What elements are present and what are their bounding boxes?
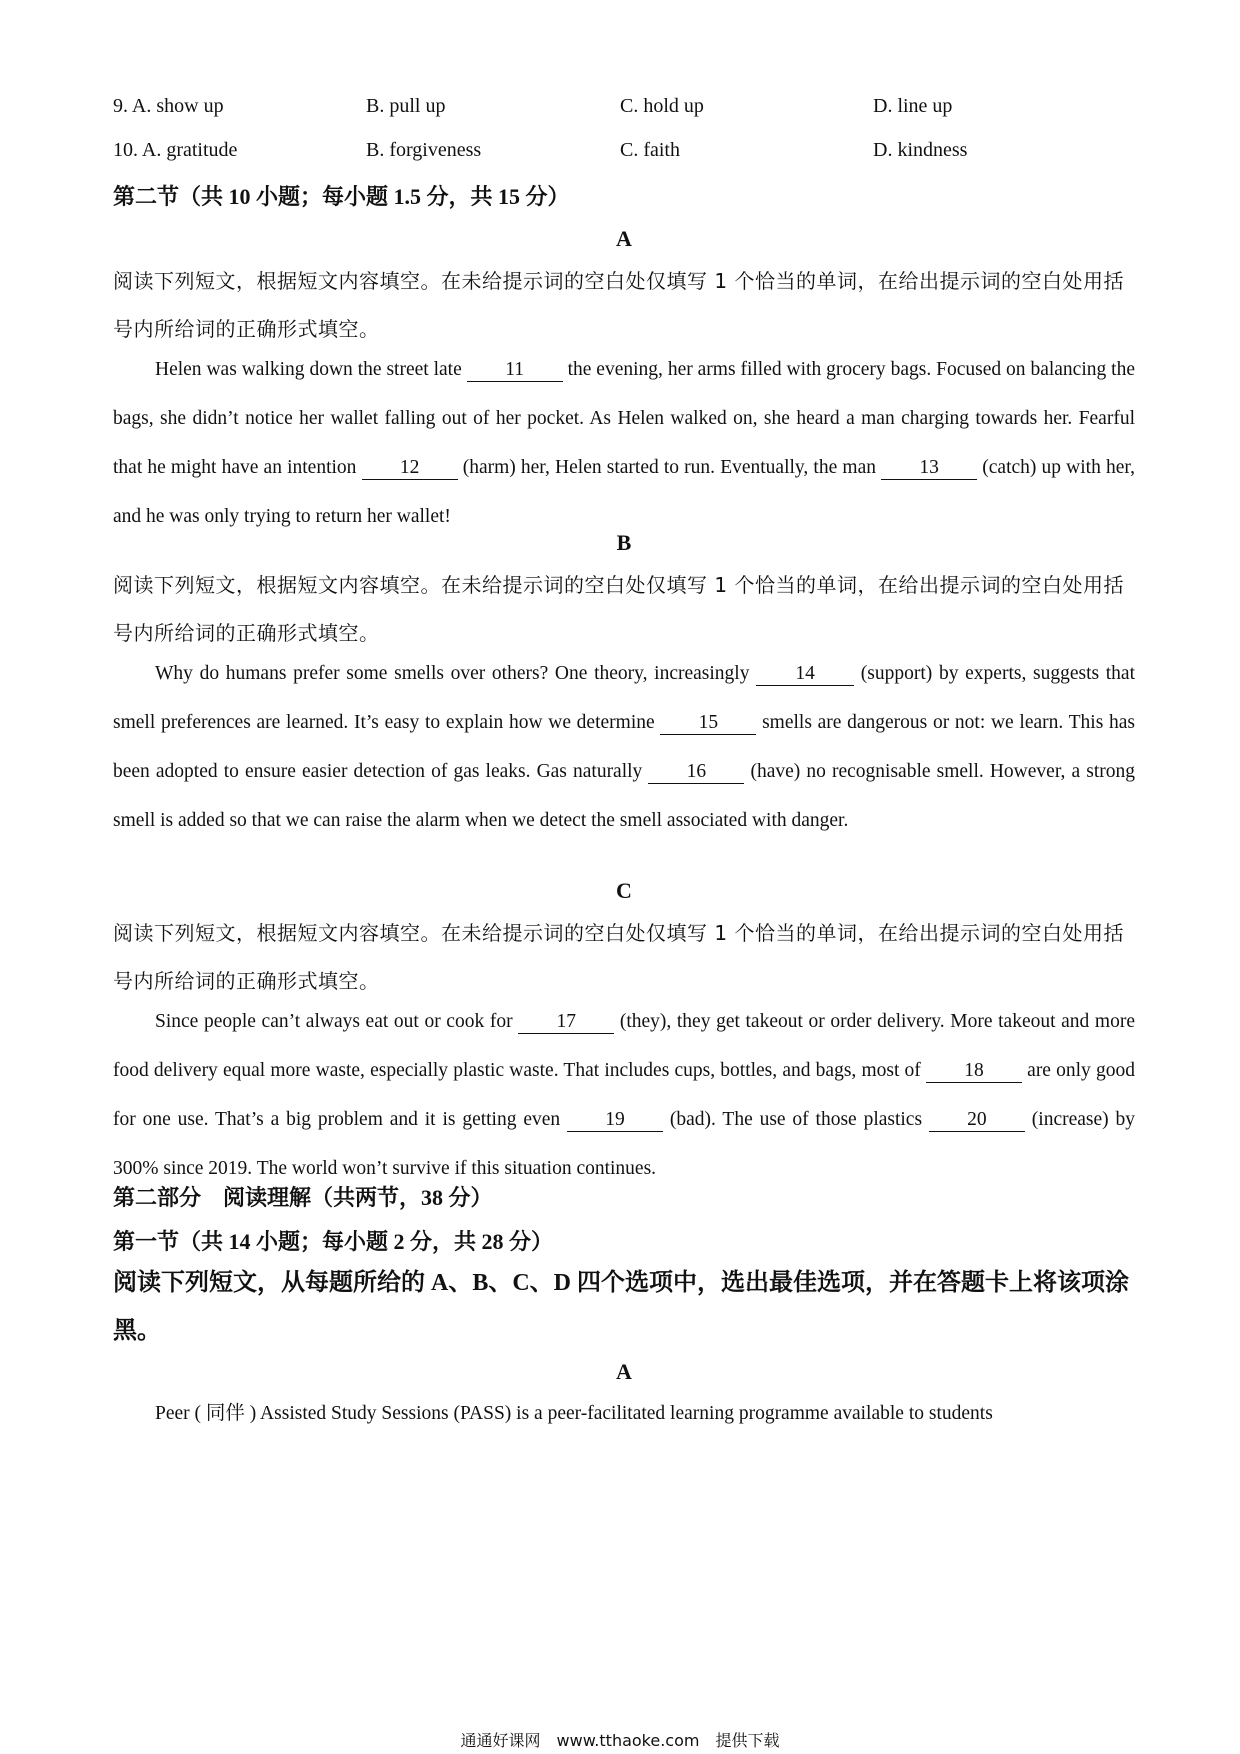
options-row-9 xyxy=(113,95,1135,125)
reading-a-label: A xyxy=(616,1359,632,1384)
reading-instruction: 阅读下列短文，从每题所给的 A、B、C、D 四个选项中，选出最佳选项，并在答题卡上将该项涂黑。 xyxy=(113,1270,1130,1344)
part2-heading: 第二部分 阅读理解（共两节，38 分） xyxy=(113,1185,493,1210)
instruction-a: 阅读下列短文，根据短文内容填空。在未给提示词的空白处仅填写 1 个恰当的单词，在给出提示词的空白处用括号内所给词的正确形式填空。 xyxy=(113,269,1124,341)
instruction-b: 阅读下列短文，根据短文内容填空。在未给提示词的空白处仅填写 1 个恰当的单词，在给出提示词的空白处用括号内所给词的正确形式填空。 xyxy=(113,573,1124,645)
blank-14[interactable]: 14 xyxy=(756,663,854,686)
passage-a-label: A xyxy=(616,226,632,251)
blank-19[interactable]: 19 xyxy=(567,1109,663,1132)
blank-13[interactable]: 13 xyxy=(881,457,977,480)
blank-15[interactable]: 15 xyxy=(660,712,756,735)
option-9b: B. pull up xyxy=(366,95,446,117)
options-row-10 xyxy=(113,139,1135,169)
instruction-c: 阅读下列短文，根据短文内容填空。在未给提示词的空白处仅填写 1 个恰当的单词，在给出提示词的空白处用括号内所给词的正确形式填空。 xyxy=(113,921,1124,993)
footer-watermark: 通通好课网 www.tthaoke.com 提供下载 xyxy=(460,1731,780,1750)
blank-17[interactable]: 17 xyxy=(518,1011,614,1034)
option-10c: C. faith xyxy=(620,139,680,161)
blank-11[interactable]: 11 xyxy=(467,359,563,382)
section2-heading: 第二节（共 10 小题；每小题 1.5 分，共 15 分） xyxy=(113,184,570,209)
reading-a-text: Peer ( 同伴 ) Assisted Study Sessions (PASS) is a peer-facilitated learning programme available to students xyxy=(155,1403,993,1424)
option-9a: 9. A. show up xyxy=(113,95,224,117)
option-10d: D. kindness xyxy=(873,139,968,161)
passage-b-label: B xyxy=(616,530,632,555)
passage-c: Since people can’t always eat out or cook for 17 (they), they get takeout or order delivery. More takeout and more food delivery equal more waste, especially plastic waste. That includes cups, bottles, and bags, most of 18 are only good for one use. That’s a big problem and it is getting even 19 (bad). The use of those plastics 20 (increase) by 300% since 2019. The world won’t survive if this situation continues. xyxy=(113,1011,1136,1179)
passage-b: Why do humans prefer some smells over others? One theory, increasingly 14 (support) by experts, suggests that smell preferences are learned. It’s easy to explain how we determine 15 smells are dangerous or not: we learn. This has been adopted to ensure easier detection of gas leaks. Gas naturally 16 (have) no recognisable smell. However, a strong smell is added so that we can raise the alarm when we detect the smell associated with danger. xyxy=(113,663,1135,831)
blank-16[interactable]: 16 xyxy=(648,761,744,784)
option-10b: B. forgiveness xyxy=(366,139,482,161)
option-9c: C. hold up xyxy=(620,95,704,117)
option-9d: D. line up xyxy=(873,95,953,117)
passage-a: Helen was walking down the street late 11 the evening, her arms filled with grocery bags. Focused on balancing the bags, she didn’t notice her wallet falling out of her pocket. As Helen walked on, she heard a man charging towards her. Fearful that he might have an intention 12 (harm) her, Helen started to run. Eventually, the man 13 (catch) up with her, and he was only trying to return her wallet! xyxy=(113,359,1135,527)
blank-18[interactable]: 18 xyxy=(926,1060,1022,1083)
section1-heading: 第一节（共 14 小题；每小题 2 分，共 28 分） xyxy=(113,1229,554,1254)
blank-20[interactable]: 20 xyxy=(929,1109,1025,1132)
blank-12[interactable]: 12 xyxy=(362,457,458,480)
passage-c-label: C xyxy=(616,878,632,903)
option-10a: 10. A. gratitude xyxy=(113,139,238,161)
